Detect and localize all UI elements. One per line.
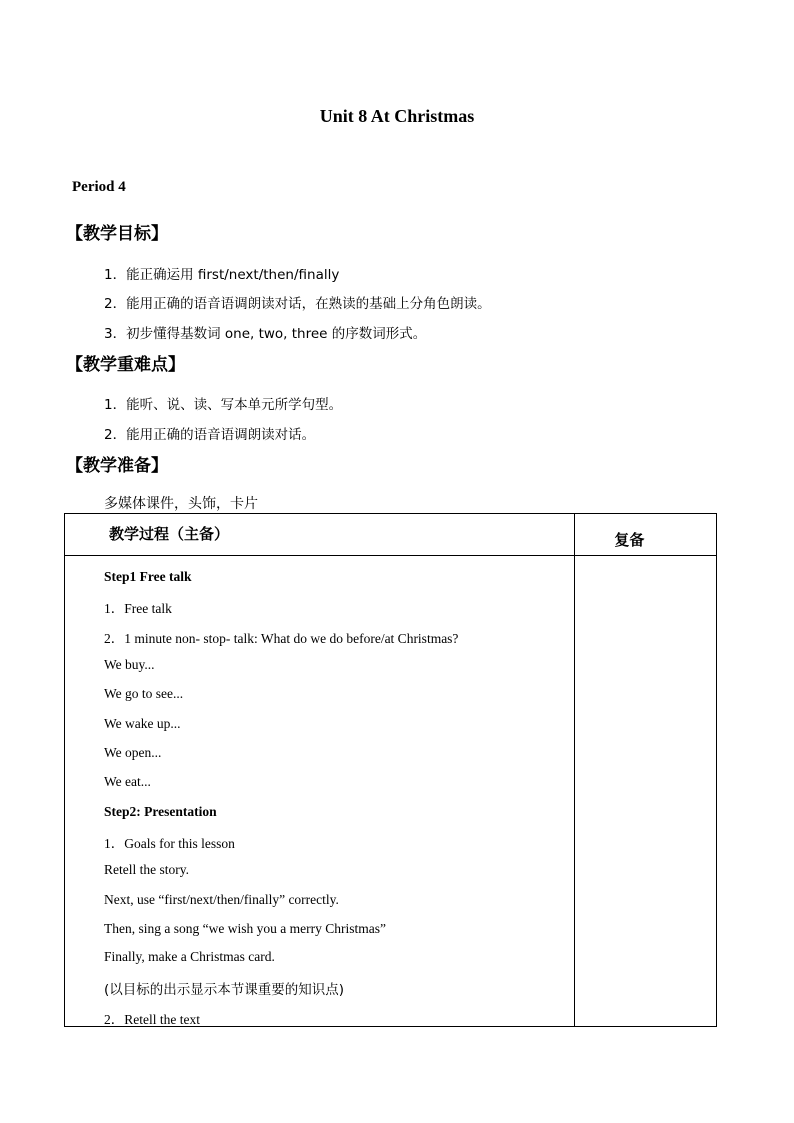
content-line: 2．1 minute non- stop- talk: What do we do before/at Christmas?: [104, 631, 459, 646]
content-line: 2．Retell the text: [104, 1012, 200, 1027]
period-label: Period 4: [72, 179, 126, 195]
content-line: We buy...: [104, 657, 155, 672]
teaching-process-table: [64, 513, 717, 1027]
preparation-heading: 【教学准备】: [66, 456, 168, 476]
table-header-main: [65, 514, 575, 556]
header-side-label: 复备: [614, 531, 645, 549]
preparation-text: 多媒体课件，头饰，卡片: [104, 496, 258, 512]
content-line: Then, sing a song “we wish you a merry Christmas”: [104, 921, 386, 936]
content-line: Finally, make a Christmas card.: [104, 949, 275, 964]
content-line: We eat...: [104, 774, 151, 789]
content-line: (以目标的出示显示本节课重要的知识点): [104, 982, 345, 998]
content-line: We wake up...: [104, 716, 181, 731]
content-line: 1．Goals for this lesson: [104, 836, 235, 851]
objective-item-1: 1．能正确运用 first/next/then/finally: [104, 267, 340, 283]
table-content-side: [575, 556, 717, 1027]
objectives-heading: 【教学目标】: [66, 224, 168, 244]
step2-heading: Step2: Presentation: [104, 804, 217, 819]
content-line: We open...: [104, 745, 162, 760]
step1-heading: Step1 Free talk: [104, 569, 192, 584]
content-line: We go to see...: [104, 686, 184, 701]
key-point-item-1: 1．能听、说、读、写本单元所学句型。: [104, 397, 343, 413]
document-title: Unit 8 At Christmas: [319, 106, 475, 126]
content-line: 1．Free talk: [104, 601, 172, 616]
objective-item-2: 2．能用正确的语音语调朗读对话，在熟读的基础上分角色朗读。: [104, 296, 491, 312]
key-points-heading: 【教学重难点】: [66, 355, 185, 375]
content-line: Next, use “first/next/then/finally” correctly.: [104, 892, 339, 907]
objective-item-3: 3．初步懂得基数词 one, two, three 的序数词形式。: [104, 326, 427, 342]
content-line: Retell the story.: [104, 862, 189, 877]
table-content-main: [65, 556, 575, 1027]
header-main-label: 教学过程（主备）: [109, 525, 230, 543]
table-header-side: [575, 514, 717, 556]
key-point-item-2: 2．能用正确的语音语调朗读对话。: [104, 427, 316, 443]
